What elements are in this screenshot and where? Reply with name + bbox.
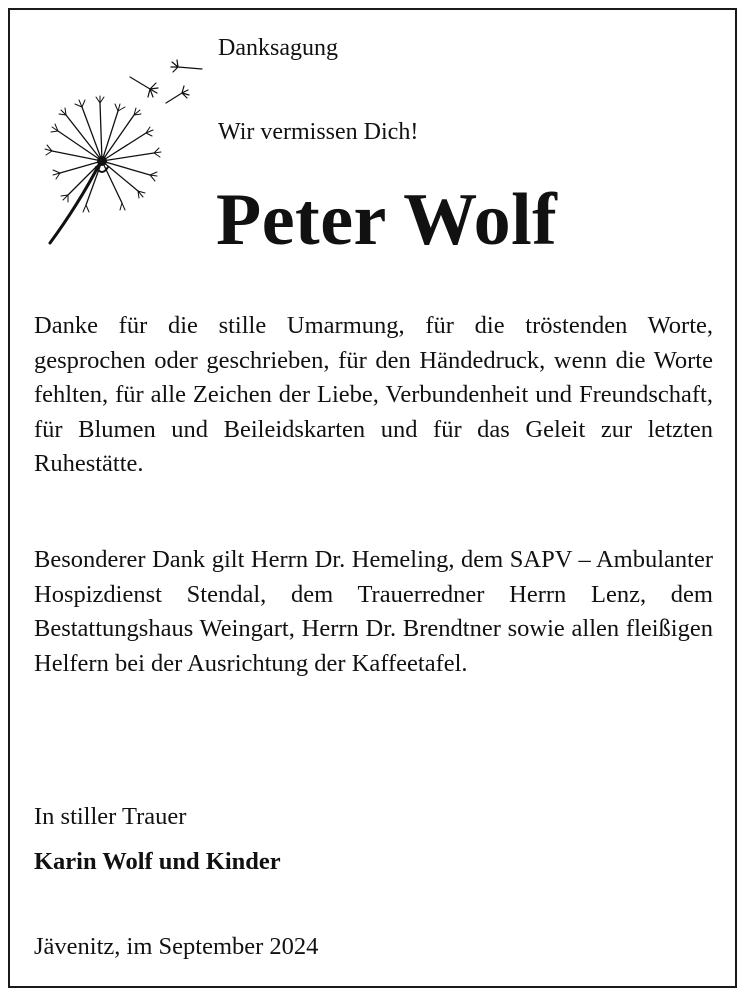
dandelion-icon — [38, 55, 218, 235]
closing-line: In stiller Trauer — [34, 803, 187, 830]
motto: Wir vermissen Dich! — [218, 119, 419, 145]
deceased-name: Peter Wolf — [216, 179, 558, 261]
notice-label: Danksagung — [218, 35, 338, 61]
special-thanks-paragraph: Besonderer Dank gilt Herrn Dr. Hemeling, dem SAPV – Ambulanter Hospizdienst Stendal, dem Trauerredner Herrn Lenz, dem Bestattungshaus Weingart, Herrn Dr. Brendtner sowie allen fleißigen Helfern bei der Ausrichtung der Kaffeetafel. — [34, 546, 713, 677]
thanks-paragraph: Danke für die stille Umarmung, für die tröstenden Worte, gesprochen oder geschrieben, für den Händedruck, wenn die Worte fehlten, für alle Zeichen der Liebe, Verbundenheit und Freundschaft, für Blumen und Beileidskarten und für das Geleit zur letzten Ruhestätte. — [34, 312, 713, 477]
place-date: Jävenitz, im September 2024 — [34, 933, 319, 960]
signers: Karin Wolf und Kinder — [34, 848, 281, 875]
